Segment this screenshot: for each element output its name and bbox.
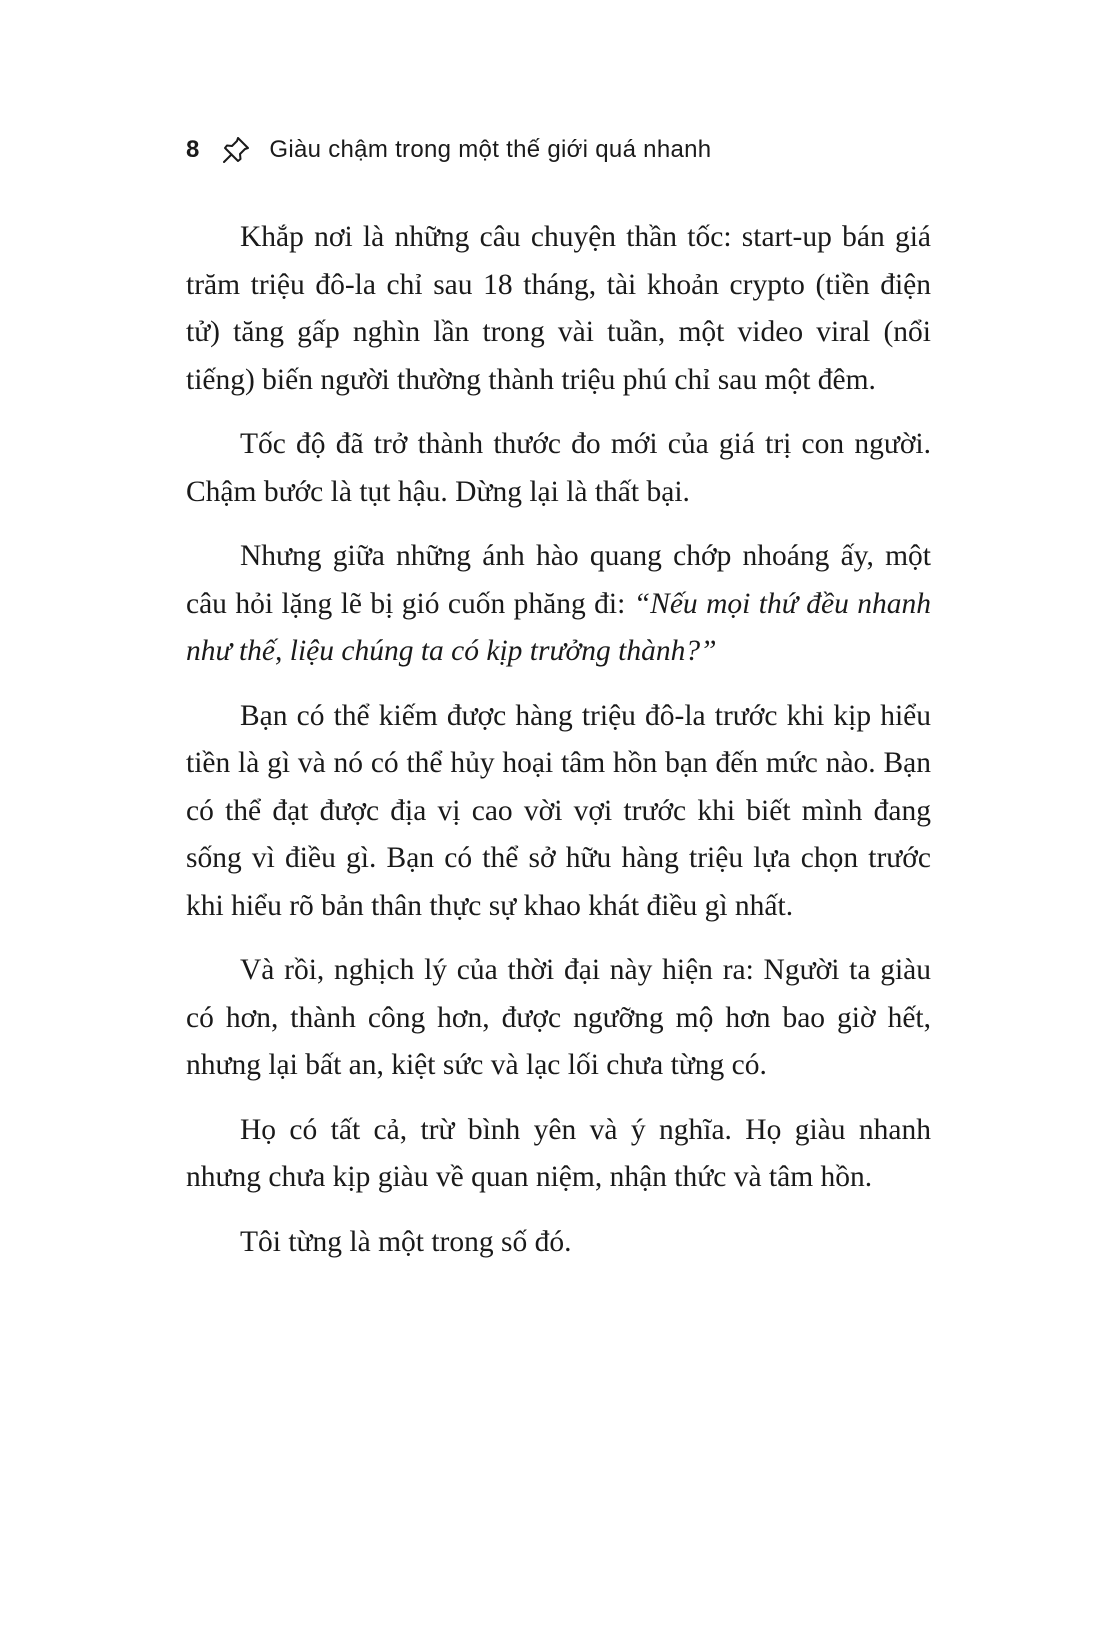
paragraph-3-text: Nhưng giữa những ánh hào quang chớp nhoáng ấy, một câu hỏi lặng lẽ bị gió cuốn phăng đi: <box>186 540 931 620</box>
paragraph-3-quote: “Nếu mọi thứ đều nhanh như thế, liệu chúng ta có kịp trưởng thành?” <box>186 587 931 667</box>
paragraph-4: Bạn có thể kiếm được hàng triệu đô-la trước khi kịp hiểu tiền là gì và nó có thể hủy hoại tâm hồn bạn đến mức nào. Bạn có thể đạt được địa vị cao vời vợi trước khi biết mình đang sống vì điều gì. Bạn có thể sở hữu hàng triệu lựa chọn trước khi hiểu rõ bản thân thực sự khao khát điều gì nhất. <box>186 699 931 922</box>
body-text <box>186 214 931 1283</box>
paragraph-5: Và rồi, nghịch lý của thời đại này hiện ra: Người ta giàu có hơn, thành công hơn, được ngưỡng mộ hơn bao giờ hết, nhưng lại bất an, kiệt sức và lạc lối chưa từng có. <box>186 954 931 1081</box>
paragraph-7: Tôi từng là một trong số đó. <box>240 1225 572 1258</box>
paragraph-6: Họ có tất cả, trừ bình yên và ý nghĩa. Họ giàu nhanh nhưng chưa kịp giàu về quan niệm, nhận thức và tâm hồn. <box>186 1113 931 1193</box>
paragraph-2: Tốc độ đã trở thành thước đo mới của giá trị con người. Chậm bước là tụt hậu. Dừng lại là thất bại. <box>186 428 931 508</box>
running-title: Giàu chậm trong một thế giới quá nhanh <box>269 136 712 163</box>
page-number: 8 <box>186 136 200 163</box>
page-header <box>186 130 711 170</box>
paragraph-1: Khắp nơi là những câu chuyện thần tốc: start-up bán giá trăm triệu đô-la chỉ sau 18 tháng, tài khoản crypto (tiền điện tử) tăng gấp nghìn lần trong vài tuần, một video viral (nổi tiếng) biến người thường thành triệu phú chỉ sau một đêm. <box>186 221 931 396</box>
paragraph-3 <box>186 533 931 676</box>
pin-icon <box>221 135 251 165</box>
